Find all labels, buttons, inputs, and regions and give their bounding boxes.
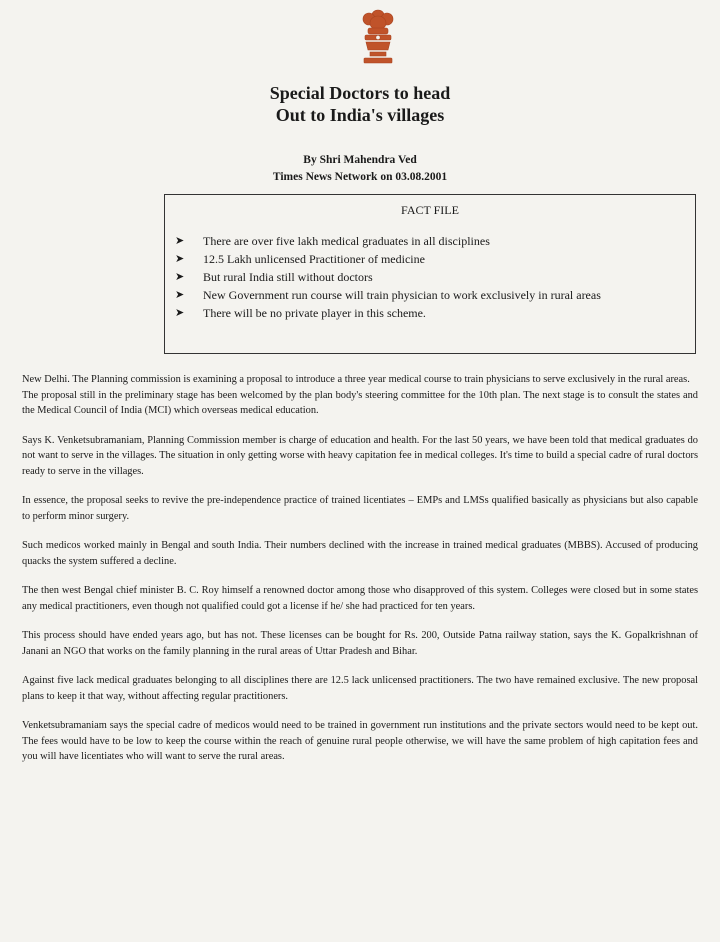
fact-file-item-text: New Government run course will train physician to work exclusively in rural areas [203,288,601,302]
article-paragraph: In essence, the proposal seeks to revive the pre-independence practice of trained licentiates – EMPs and LMSs qualified basically as physicians but also capable to perform minor surgery. [22,495,698,522]
article-paragraph: The proposal still in the preliminary stage has been welcomed by the plan body's steering committee for the 10th plan. The next stage is to consult the states and the Medical Council of India (MCI) which overseas medical education. [22,389,698,416]
fact-file-item [175,305,675,321]
fact-file-box [164,194,696,354]
article-paragraph: This process should have ended years ago, but has not. These licenses can be bought for Rs. 200, Outside Patna railway station, says the K. Gopalkrishnan of Janani an NGO that works on the family planning in the rural areas of Uttar Pradesh and Bihar. [22,630,698,657]
article-paragraph: Such medicos worked mainly in Bengal and south India. Their numbers declined with the increase in trained medical graduates (MBBS). Accused of producing quacks the system suffered a decline. [22,540,698,567]
article-paragraph: Says K. Venketsubramaniam, Planning Commission member is charge of education and health. For the last 50 years, we have been told that medical graduates do not want to serve in the villages. The situation in only getting worse with heavy capitation fee in medical colleges. It's time to build a special cadre of rural doctors ready to serve in the villages. [22,434,699,477]
fact-file-title: FACT FILE [401,203,459,217]
fact-file-item [175,251,675,267]
fact-file-list [175,233,675,323]
arrow-bullet-icon: ➤ [175,307,185,319]
article-paragraph: The then west Bengal chief minister B. C. Roy himself a renowned doctor among those who disapproved of this system. Colleges were closed but in some states any medical practitioners, even though not qualified could got a license if he/ she had practiced for ten years. [22,585,698,612]
fact-file-item-text: There will be no private player in this scheme. [203,306,426,320]
headline [0,82,720,126]
headline-line-2: Out to India's villages [275,105,445,125]
byline-source: Times News Network on 03.08.2001 [272,171,448,183]
article-body [22,372,698,779]
arrow-bullet-icon: ➤ [175,253,185,265]
arrow-bullet-icon: ➤ [175,289,185,301]
fact-file-item [175,287,675,303]
article-paragraph: Venketsubramaniam says the special cadre of medicos would need to be trained in government run institutions and the private sectors would need to be kept out. The fees would have to be low to keep the course within the reach of genuine rural people otherwise, we will have the same problem of high capitation fees and you will have licentiates who will want to serve the rural areas. [22,720,698,762]
byline-author: By Shri Mahendra Ved [303,154,417,166]
fact-file-item-text: There are over five lakh medical graduates in all disciplines [203,234,490,248]
byline [0,152,720,186]
fact-file-item [175,269,675,285]
fact-file-item-text: 12.5 Lakh unlicensed Practitioner of medicine [203,252,425,266]
fact-file-item-text: But rural India still without doctors [203,270,373,284]
arrow-bullet-icon: ➤ [175,271,185,283]
fact-file-item [175,233,675,249]
headline-line-1: Special Doctors to head [269,83,451,103]
arrow-bullet-icon: ➤ [175,235,185,247]
article-paragraph: Against five lack medical graduates belonging to all disciplines there are 12.5 lack unlicensed practitioners. The two have remained exclusive. The new proposal plans to keep it that way, without affecting regular practitioners. [22,675,698,702]
national-emblem-icon [356,6,400,68]
article-paragraph: New Delhi. The Planning commission is examining a proposal to introduce a three year medical course to train physicians to serve exclusively in the rural areas. [22,374,690,385]
